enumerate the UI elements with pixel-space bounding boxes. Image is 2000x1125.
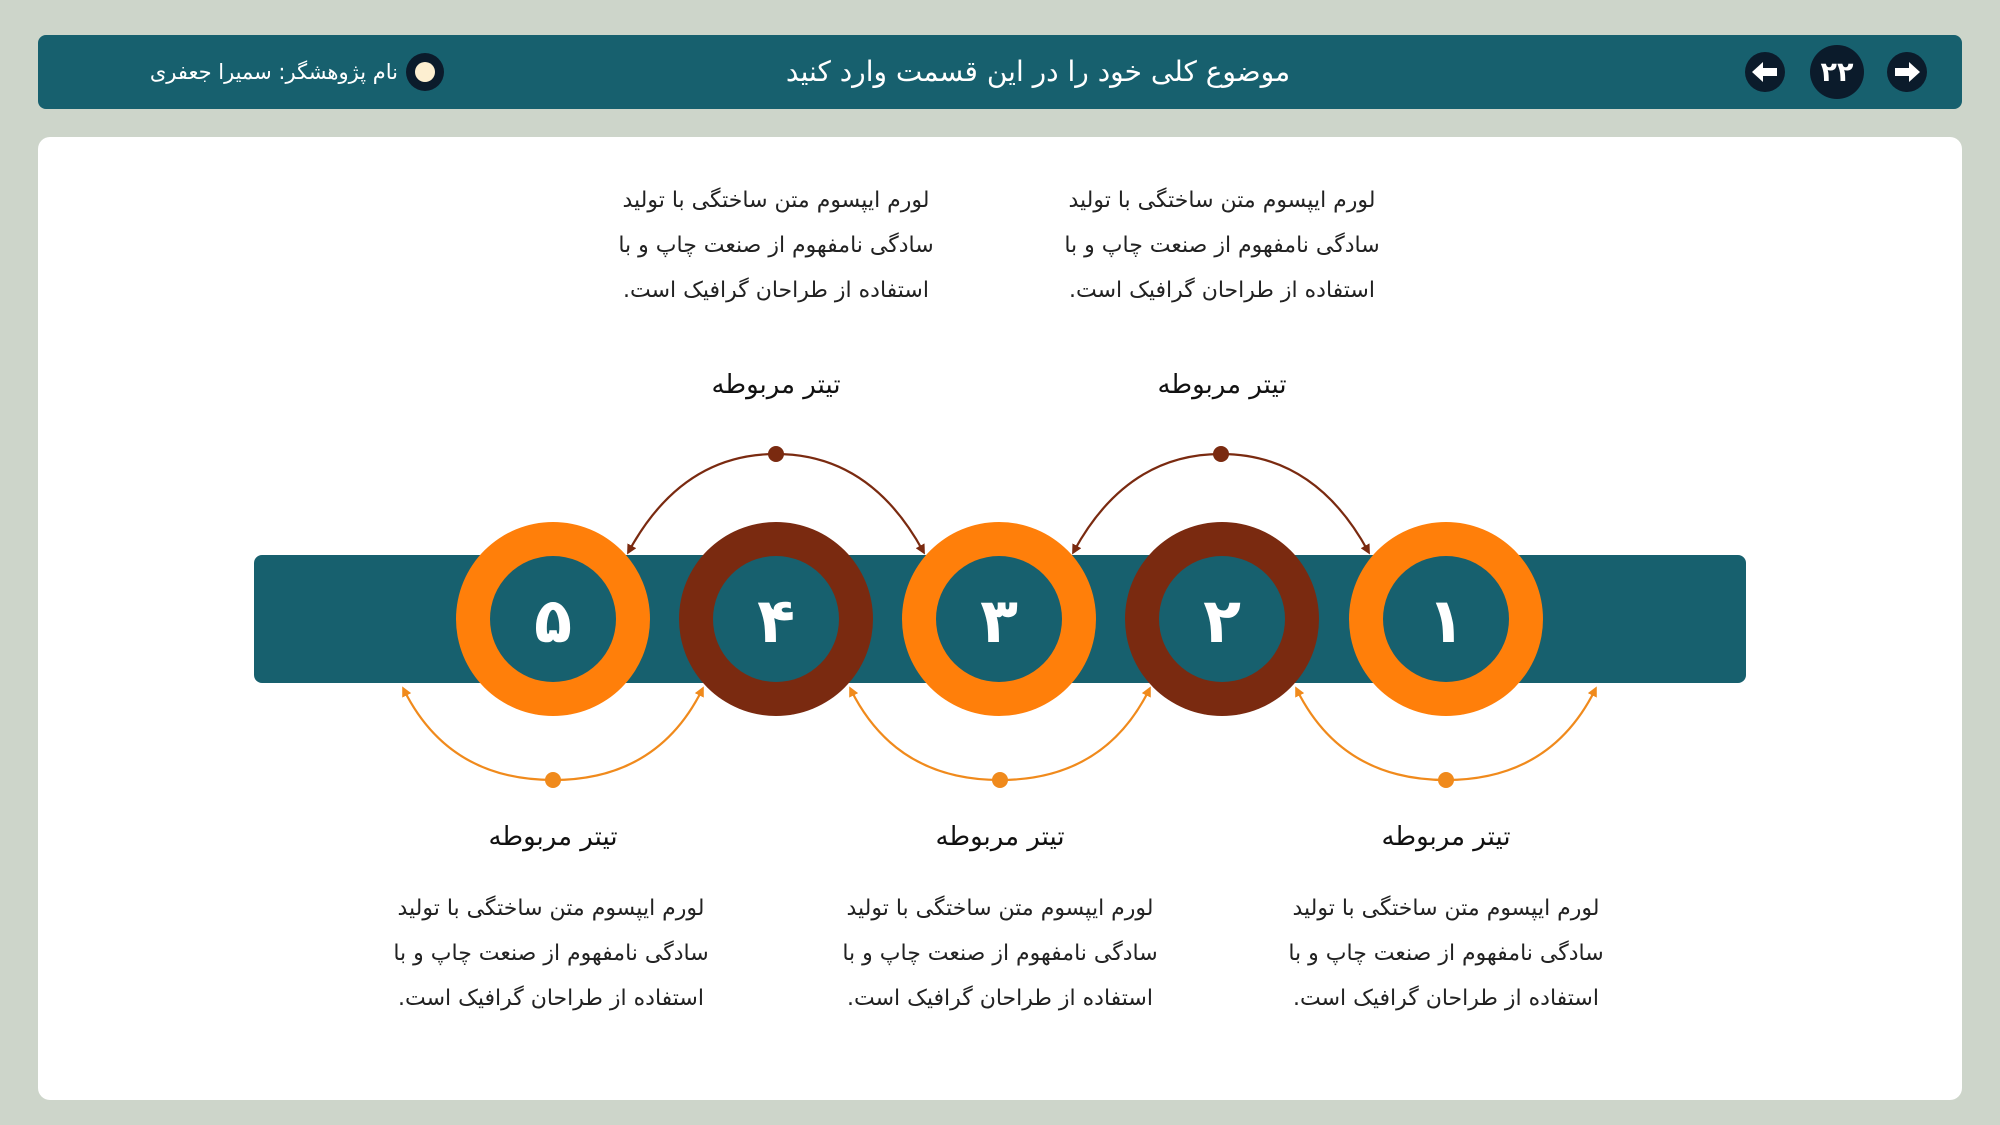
step-circle-1	[1349, 522, 1543, 716]
researcher-bullet-icon	[406, 53, 444, 91]
researcher-name: نام پژوهشگر: سمیرا جعفری	[149, 60, 398, 84]
content-card	[38, 137, 1962, 1100]
step-number-1: ۱	[1427, 584, 1465, 657]
step-number-5: ۵	[534, 584, 572, 657]
step-3-description: لورم ایپسوم متن ساختگی با تولید سادگی نامفهوم از صنعت چاپ و با استفاده از طراحان گرافیک است.	[842, 896, 1158, 1011]
page-title: موضوع کلی خود را در این قسمت وارد کنید	[785, 55, 1291, 88]
step-circle-3	[902, 522, 1096, 716]
step-circle-5	[456, 522, 650, 716]
arrow-left-icon	[1752, 62, 1778, 82]
step-1-title: تیتر مربوطه	[1381, 822, 1511, 852]
step-5-description: لورم ایپسوم متن ساختگی با تولید سادگی نامفهوم از صنعت چاپ و با استفاده از طراحان گرافیک است.	[393, 896, 709, 1011]
step-circle-4	[679, 522, 873, 716]
step-2-title: تیتر مربوطه	[1157, 370, 1287, 400]
step-number-4: ۴	[757, 584, 795, 657]
arrow-right-icon	[1894, 62, 1920, 82]
step-2-description: لورم ایپسوم متن ساختگی با تولید سادگی نامفهوم از صنعت چاپ و با استفاده از طراحان گرافیک است.	[1064, 188, 1380, 303]
step-5-title: تیتر مربوطه	[488, 822, 618, 852]
top-bar	[38, 35, 1962, 109]
step-3-title: تیتر مربوطه	[935, 822, 1065, 852]
step-circle-2	[1125, 522, 1319, 716]
step-number-2: ۲	[1203, 584, 1241, 657]
prev-slide-button[interactable]	[1745, 52, 1785, 92]
step-4-description: لورم ایپسوم متن ساختگی با تولید سادگی نامفهوم از صنعت چاپ و با استفاده از طراحان گرافیک است.	[618, 188, 934, 303]
next-slide-button[interactable]	[1887, 52, 1927, 92]
step-1-description: لورم ایپسوم متن ساختگی با تولید سادگی نامفهوم از صنعت چاپ و با استفاده از طراحان گرافیک است.	[1288, 896, 1604, 1011]
step-4-title: تیتر مربوطه	[711, 370, 841, 400]
step-number-3: ۳	[980, 584, 1018, 657]
page-number: ۲۲	[1810, 45, 1864, 99]
